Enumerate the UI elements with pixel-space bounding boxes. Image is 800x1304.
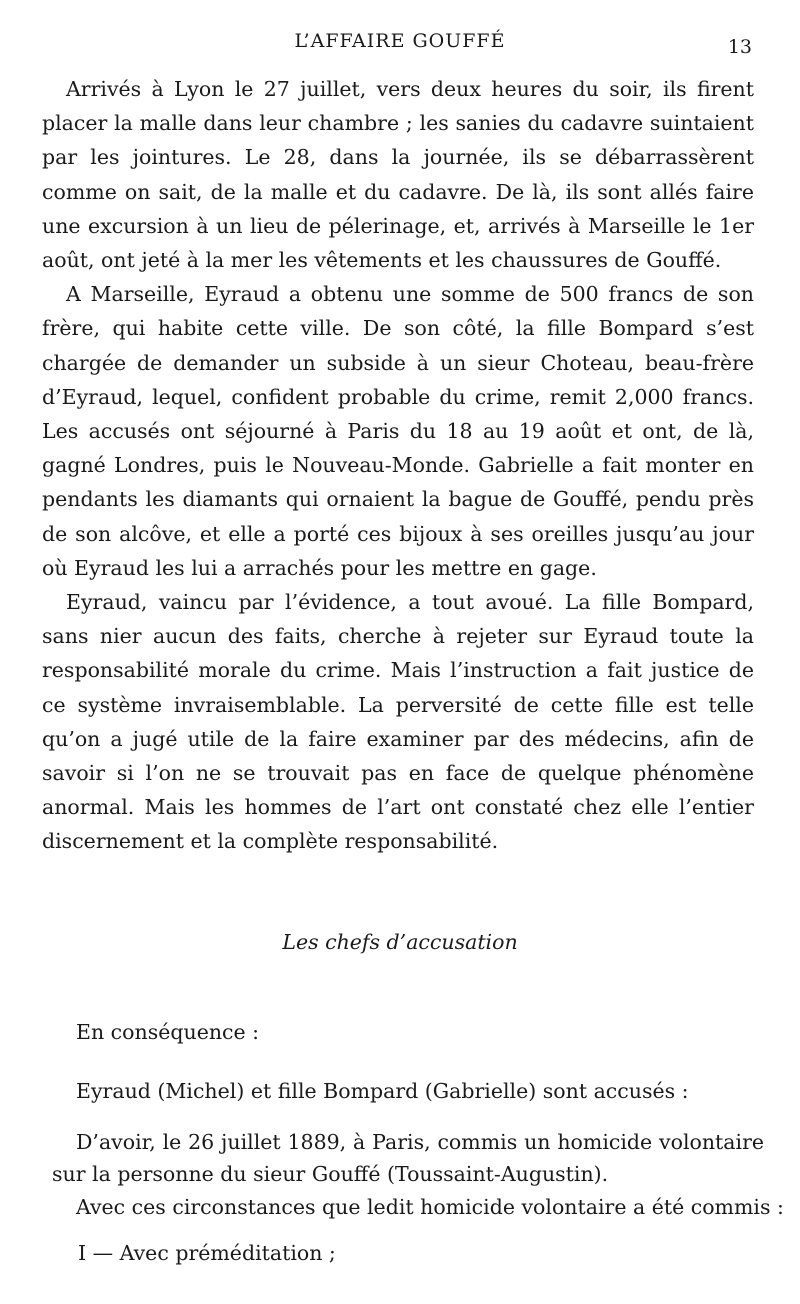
- item-premeditation: I — Avec préméditation ;: [78, 1241, 336, 1265]
- charge-line: D’avoir, le 26 juillet 1889, à Paris, commis un homicide volontaire sur la personne du sieur Gouffé (Toussaint-Augustin).: [52, 1130, 764, 1186]
- charge-block: [52, 1126, 764, 1190]
- paragraph-confession: Eyraud, vaincu par l’évidence, a tout avoué. La fille Bompard, sans nier aucun des faits, cherche à rejeter sur Eyraud toute la responsabilité morale du crime. Mais l’instruction a fait justice de ce système invraisemblable. La perversité de cette fille est telle qu’on a jugé utile de la faire examiner par des médecins, afin de savoir si l’on ne se trouvait pas en face de quelque phénomène anormal. Mais les hommes de l’art ont constaté chez elle l’entier discernement et la complète responsabilité.: [42, 590, 754, 854]
- page-number: 13: [727, 36, 752, 58]
- body-text: [42, 72, 754, 859]
- paragraph-arrival-lyon: Arrivés à Lyon le 27 juillet, vers deux heures du soir, ils firent placer la malle dans leur chambre ; les sanies du cadavre suintaient par les jointures. Le 28, dans la journée, ils se débarrassèrent comme on sait, de la malle et du cadavre. De là, ils sont allés faire une excursion à un lieu de pélerinage, et, arrivés à Marseille le 1er août, ont jeté à la mer les vêtements et les chaussures de Gouffé.: [42, 77, 754, 273]
- circumstances-line: Avec ces circonstances que ledit homicide volontaire a été commis :: [76, 1195, 784, 1219]
- consequence-line: En conséquence :: [76, 1020, 260, 1044]
- accused-line: Eyraud (Michel) et fille Bompard (Gabrielle) sont accusés :: [76, 1079, 689, 1103]
- running-title: L’AFFAIRE GOUFFÉ: [294, 30, 506, 52]
- section-heading: Les chefs d’accusation: [282, 930, 518, 954]
- paragraph-marseille: A Marseille, Eyraud a obtenu une somme de 500 francs de son frère, qui habite cette ville. De son côté, la fille Bompard s’est chargée de demander un subside à un sieur Choteau, beau-frère d’Eyraud, lequel, confident probable du crime, remit 2,000 francs. Les accusés ont séjourné à Paris du 18 au 19 août et ont, de là, gagné Londres, puis le Nouveau-Monde. Gabrielle a fait monter en pendants les diamants qui ornaient la bague de Gouffé, pendu près de son alcôve, et elle a porté ces bijoux à ses oreilles jusqu’au jour où Eyraud les lui a arrachés pour les mettre en gage.: [42, 282, 754, 580]
